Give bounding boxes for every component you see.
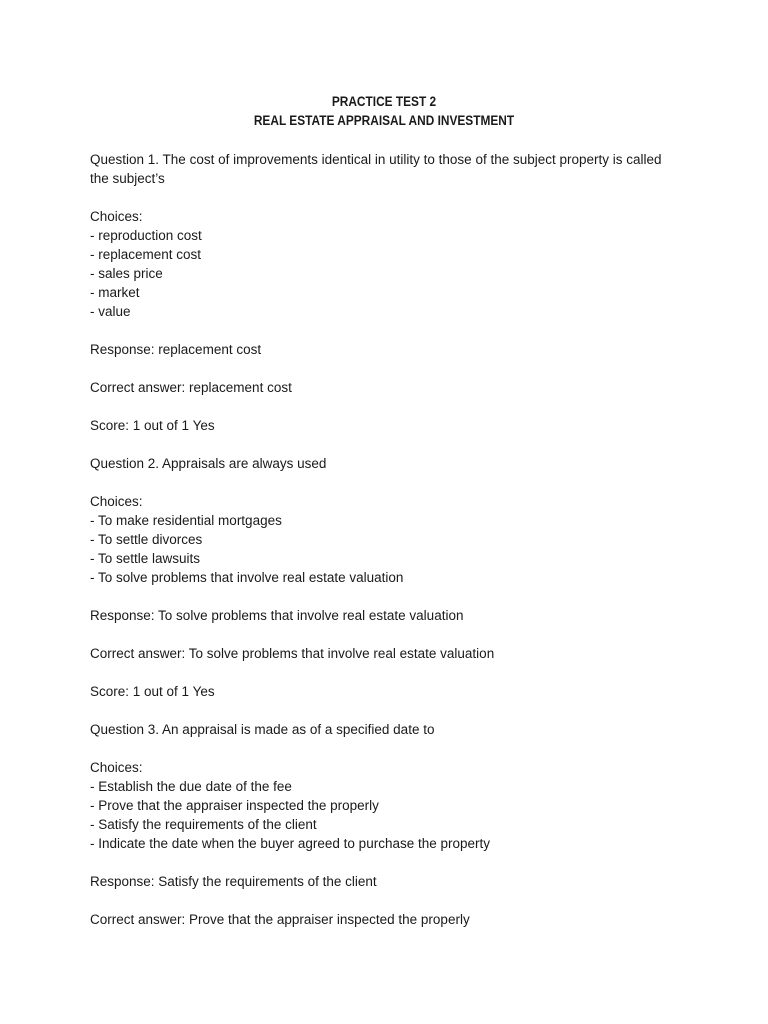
choice-item: - Indicate the date when the buyer agreed to purchase the property bbox=[90, 836, 491, 851]
question-1-correct-answer: Correct answer: replacement cost bbox=[90, 380, 292, 395]
question-1-choices bbox=[90, 207, 670, 321]
document-body bbox=[90, 150, 670, 948]
choice-item: - replacement cost bbox=[90, 247, 202, 262]
choice-item: - To solve problems that involve real estate valuation bbox=[90, 570, 404, 585]
choice-item: - value bbox=[90, 304, 131, 319]
question-3-choices bbox=[90, 758, 670, 853]
question-2-response: Response: To solve problems that involve real estate valuation bbox=[90, 608, 464, 623]
question-2-choices bbox=[90, 492, 670, 587]
question-1-text: Question 1. The cost of improvements identical in utility to those of the subject property is called the subject’s bbox=[90, 152, 662, 186]
question-3-correct-answer: Correct answer: Prove that the appraiser inspected the properly bbox=[90, 912, 470, 927]
question-1-score: Score: 1 out of 1 Yes bbox=[90, 418, 215, 433]
choice-item: - Prove that the appraiser inspected the properly bbox=[90, 798, 379, 813]
choice-item: - sales price bbox=[90, 266, 163, 281]
choice-item: - Establish the due date of the fee bbox=[90, 779, 292, 794]
choice-item: - To settle lawsuits bbox=[90, 551, 201, 566]
question-2-text: Question 2. Appraisals are always used bbox=[90, 456, 327, 471]
question-3-text: Question 3. An appraisal is made as of a specified date to bbox=[90, 722, 435, 737]
choice-item: - reproduction cost bbox=[90, 228, 202, 243]
choice-item: - To settle divorces bbox=[90, 532, 203, 547]
document-title: PRACTICE TEST 2 bbox=[331, 94, 437, 109]
question-2-score: Score: 1 out of 1 Yes bbox=[90, 684, 215, 699]
choice-item: - To make residential mortgages bbox=[90, 513, 282, 528]
question-2-correct-answer: Correct answer: To solve problems that involve real estate valuation bbox=[90, 646, 495, 661]
document-header bbox=[0, 92, 768, 130]
question-1-response: Response: replacement cost bbox=[90, 342, 262, 357]
document-subtitle: REAL ESTATE APPRAISAL AND INVESTMENT bbox=[253, 113, 515, 128]
choices-label: Choices: bbox=[90, 760, 143, 775]
choices-label: Choices: bbox=[90, 494, 143, 509]
choices-label: Choices: bbox=[90, 209, 143, 224]
choice-item: - Satisfy the requirements of the client bbox=[90, 817, 317, 832]
question-3-response: Response: Satisfy the requirements of the client bbox=[90, 874, 377, 889]
choice-item: - market bbox=[90, 285, 140, 300]
